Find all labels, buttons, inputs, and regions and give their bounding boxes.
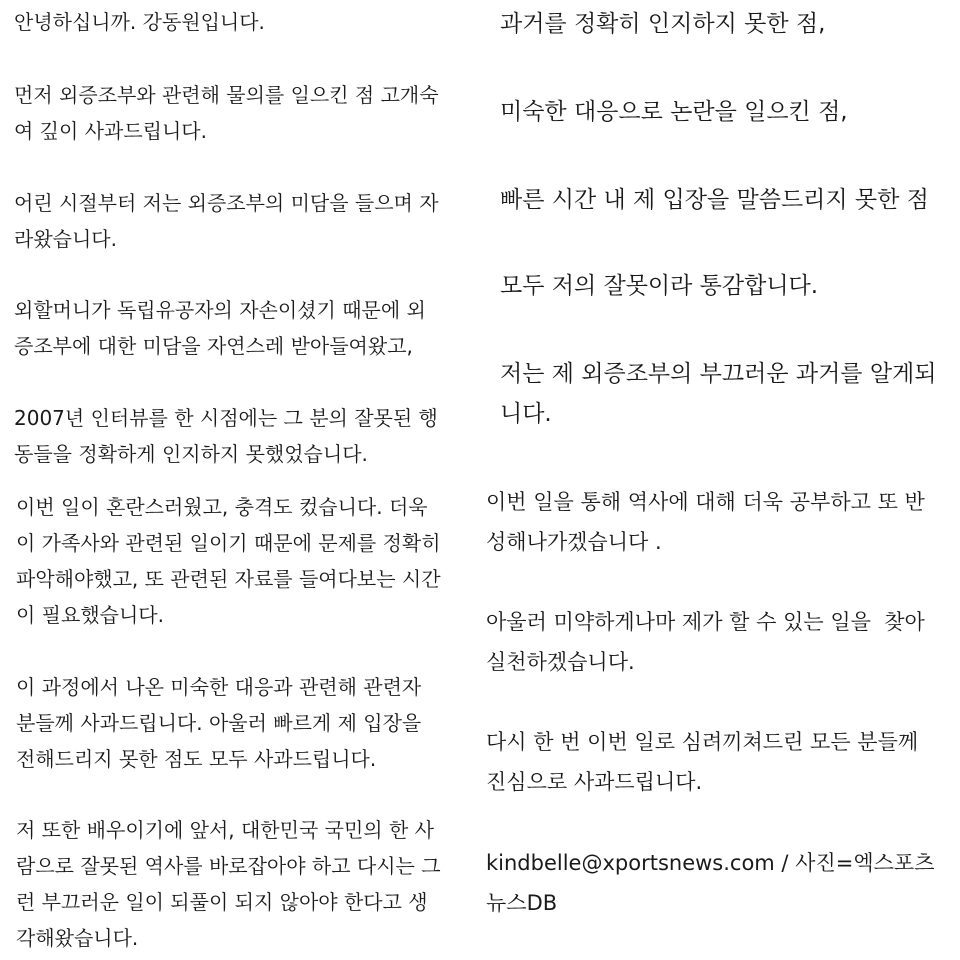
- paragraph: [16, 669, 421, 777]
- paragraph: [486, 722, 918, 802]
- text-line: 파악해야했고, 또 관련된 자료를 들여다보는 시간: [16, 567, 441, 591]
- text-line: 빠른 시간 내 제 입장을 말씀드리지 못한 점: [500, 187, 929, 213]
- text-line: 먼저 외증조부와 관련해 물의를 일으킨 점 고개숙: [14, 83, 439, 107]
- text-line: 저 또한 배우이기에 앞서, 대한민국 국민의 한 사: [16, 818, 434, 842]
- text-line: 외할머니가 독립유공자의 자손이셨기 때문에 외: [14, 298, 426, 322]
- text-line: 2007년 인터뷰를 한 시점에는 그 분의 잘못된 행: [14, 406, 438, 430]
- text-line: 라왔습니다.: [14, 227, 117, 251]
- text-line: 안녕하십니까. 강동원입니다.: [14, 10, 265, 34]
- paragraph: [14, 77, 439, 149]
- text-line: 이 필요했습니다.: [16, 603, 164, 627]
- paragraph: [14, 4, 265, 40]
- text-line: 동들을 정확하게 인지하지 못했었습니다.: [14, 442, 368, 466]
- text-line: 성해나가겠습니다 .: [486, 530, 662, 554]
- paragraph: [500, 92, 848, 132]
- statement-panel-bottom-left: [0, 482, 470, 960]
- text-line: 니다.: [500, 401, 552, 427]
- text-line: 저는 제 외증조부의 부끄러운 과거를 알게되: [500, 361, 937, 387]
- paragraph: [500, 180, 929, 220]
- statement-panel-top-right: [470, 0, 960, 470]
- text-line: 이 과정에서 나온 미숙한 대응과 관련해 관련자: [16, 675, 422, 699]
- text-line: 미숙한 대응으로 논란을 일으킨 점,: [500, 99, 848, 125]
- text-line: 증조부에 대한 미담을 자연스레 받아들여왔고,: [14, 334, 413, 358]
- text-line: 분들께 사과드립니다. 아울러 빠르게 제 입장을: [16, 711, 422, 735]
- text-line: 실천하겠습니다.: [486, 650, 635, 674]
- paragraph: [500, 4, 825, 44]
- source-credit: 뉴스DB: [486, 891, 558, 915]
- text-line: 아울러 미약하게나마 제가 할 수 있는 일을 찾아: [486, 610, 925, 634]
- text-line: 전해드리지 못한 점도 모두 사과드립니다.: [16, 747, 377, 771]
- email-credit: kindbelle@xportsnews.com / 사진=엑스포츠: [486, 851, 935, 875]
- paragraph: [16, 489, 441, 633]
- paragraph: [500, 354, 936, 434]
- text-line: 진심으로 사과드립니다.: [486, 770, 703, 794]
- statement-panel-bottom-right: [470, 470, 960, 960]
- paragraph: [486, 482, 925, 562]
- text-line: 람으로 잘못된 역사를 바로잡아야 하고 다시는 그: [16, 854, 441, 878]
- text-line: 다시 한 번 이번 일로 심려끼쳐드린 모든 분들께: [486, 730, 919, 754]
- text-line: 모두 저의 잘못이라 통감합니다.: [500, 273, 819, 299]
- text-line: 과거를 정확히 인지하지 못한 점,: [500, 11, 826, 37]
- text-line: 이번 일을 통해 역사에 대해 더욱 공부하고 또 반: [486, 490, 925, 514]
- credit-line: [486, 843, 935, 923]
- paragraph: [486, 602, 925, 682]
- text-line: 어린 시절부터 저는 외증조부의 미담을 들으며 자: [14, 191, 439, 215]
- paragraph: [14, 400, 438, 472]
- text-line: 이번 일이 혼란스러웠고, 충격도 컸습니다. 더욱: [16, 495, 428, 519]
- paragraph: [500, 266, 818, 306]
- paragraph: [14, 292, 426, 364]
- text-line: 런 부끄러운 일이 되풀이 되지 않아야 한다고 생: [16, 890, 428, 914]
- text-line: 각해왔습니다.: [16, 926, 139, 950]
- text-line: 여 깊이 사과드립니다.: [14, 119, 207, 143]
- paragraph: [14, 185, 439, 257]
- text-line: 이 가족사와 관련된 일이기 때문에 문제를 정확히: [16, 531, 441, 555]
- paragraph: [16, 812, 441, 956]
- statement-panel-top-left: [0, 0, 470, 482]
